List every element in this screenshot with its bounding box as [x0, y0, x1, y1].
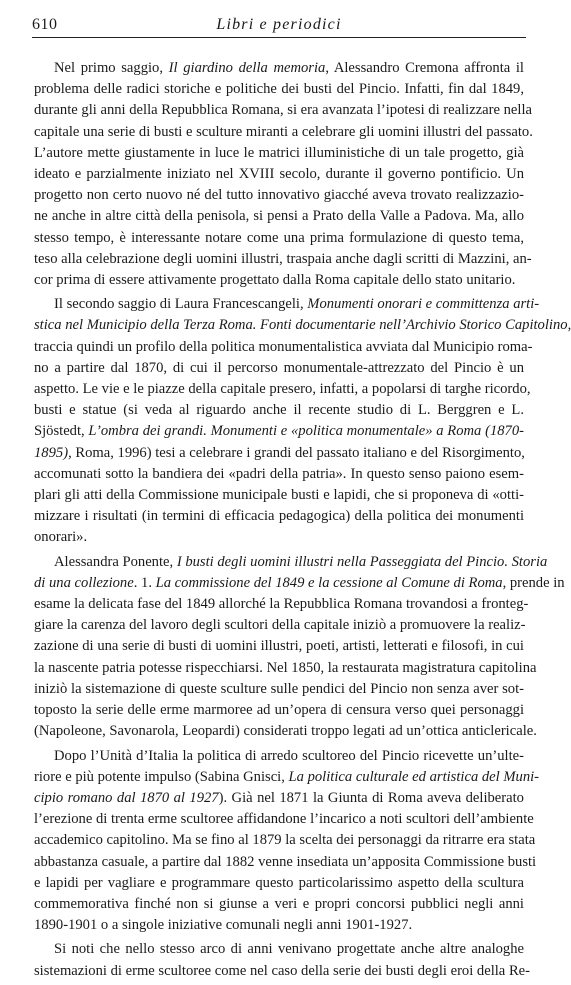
text-line	[34, 185, 524, 206]
text-line	[34, 79, 524, 100]
body-text: onorari».	[34, 529, 88, 546]
text-line	[34, 573, 565, 594]
text-line	[34, 143, 524, 164]
body-text: ne anche in altre città della penisola, si pensi a Prato della Valle a Padova. Ma, allo	[34, 208, 524, 225]
text-line	[34, 527, 524, 548]
body-text: progetto non certo nuovo né del tutto innovativo giacché aveva trovato realizzazio-	[34, 187, 524, 204]
body-text: , Roma, 1996) tesi a celebrare i grandi del passato italiano e del Risorgimento,	[68, 444, 525, 461]
text-line	[34, 700, 524, 721]
italic-title-text: La politica culturale ed artistica del Muni-	[288, 768, 540, 785]
body-text: Sjöstedt,	[34, 423, 89, 440]
body-text: Dopo l’Unità d’Italia la politica di arredo scultoreo del Pincio ricevette un’ulte-	[54, 747, 524, 764]
paragraph	[34, 58, 533, 291]
body-text: . 1.	[133, 574, 156, 591]
body-text: giare la carenza del lavoro degli scultori della capitale iniziò a promuovere la realiz-	[34, 617, 526, 634]
body-text: mizzare i risultati (in termini di efficacia pedagogica) della politica dei monumenti	[34, 508, 524, 525]
body-text: traccia quindi un profilo della politica monumentalistica avviata dal Municipio roma-	[34, 338, 533, 355]
text-line	[34, 506, 524, 527]
body-text: problema delle radici storiche e politiche dei busti del Pincio. Infatti, fin dal 1849,	[34, 81, 524, 98]
body-text: durante gli anni della Repubblica Romana, si era avanzata l’ipotesi di realizzare nella	[34, 102, 532, 119]
text-line	[34, 594, 529, 615]
text-line	[34, 315, 571, 336]
body-text: , prende in	[502, 574, 565, 591]
italic-title-text: I busti degli uomini illustri nella Passeggiata del Pincio. Storia	[176, 553, 548, 570]
italic-title-text: L’ombra dei grandi. Monumenti e «politica monumentale» a Roma (1870-	[88, 423, 524, 440]
text-line	[34, 270, 524, 291]
text-line	[34, 206, 524, 227]
body-text: la nascente patria potesse rispecchiarsi. Nel 1850, la restaurata magistratura capitolina	[34, 659, 537, 676]
text-line	[34, 228, 524, 249]
text-line	[34, 939, 524, 960]
body-text: iniziò la sistemazione di queste sculture sulle pendici del Pincio non senza aver sot-	[34, 680, 524, 697]
text-line	[34, 464, 524, 485]
text-line	[34, 767, 540, 788]
body-text: Alessandra Ponente,	[54, 553, 177, 570]
text-line	[34, 249, 532, 270]
text-line	[34, 400, 524, 421]
body-text: accomunati sotto la bandiera dei «padri della patria». In questo senso paiono esem-	[34, 465, 524, 482]
article-body	[34, 58, 571, 985]
text-line	[34, 58, 524, 79]
body-text: stesso tempo, è interessante notare come una prima formulazione di questo tema,	[34, 229, 524, 246]
text-line	[34, 615, 524, 636]
body-text: l’erezione di trenta erme scultoree affidandone l’incarico a noti scultori dell’ambiente	[34, 811, 534, 828]
text-line	[34, 873, 524, 894]
italic-title-text: 1895)	[34, 444, 69, 461]
body-text: capitale una serie di busti e sculture miranti a celebrare gli uomini illustri del passato.	[34, 123, 533, 140]
text-line	[34, 100, 532, 121]
text-line	[34, 721, 537, 742]
body-text: ideato e parzialmente iniziato nel XVIII secolo, durante il governo pontificio. Un	[34, 166, 524, 183]
text-line	[34, 830, 536, 851]
running-head: Libri e periodici	[216, 16, 342, 33]
text-line	[34, 485, 524, 506]
text-line	[34, 915, 524, 936]
text-line	[34, 746, 524, 767]
body-text: busti e statue (si veda al riguardo anche il recente studio di L. Berggren e L.	[34, 402, 524, 419]
italic-title-text: cipio romano dal 1870 al 1927	[34, 789, 219, 806]
body-text: teso alla celebrazione degli uomini illustri, traspaia anche dagli scritti di Mazzini, an-	[34, 250, 532, 267]
body-text: L’autore mette giustamente in luce le matrici illuministiche di un tale progetto, già	[34, 144, 524, 161]
text-line	[34, 421, 524, 442]
text-line	[34, 636, 524, 657]
body-text: abbastanza casuale, a partire dal 1882 venne insediata un’apposita Commissione busti	[34, 853, 537, 870]
body-text: esame la delicata fase del 1849 allorché la Repubblica Romana trovandosi a fronteg-	[34, 596, 529, 613]
body-text: sistemazioni di erme scultoree come nel caso della serie dei busti degli eroi della Re-	[34, 962, 531, 979]
paragraph	[34, 294, 571, 548]
body-text: commemorativa finché non si giunse a veri e propri concorsi pubblici negli anni	[34, 895, 524, 912]
italic-title-text: Monumenti onorari e committenza arti-	[307, 296, 540, 313]
body-text: e lapidi per vagliare e programmare questo particolarissimo aspetto della scultura	[34, 874, 524, 891]
text-line	[34, 679, 524, 700]
text-line	[34, 894, 524, 915]
body-text: toposto la serie delle erme marmoree ad un’opera di censura verso quei personaggi	[34, 702, 524, 719]
body-text: Nel primo saggio,	[54, 60, 169, 76]
paragraph	[34, 746, 540, 937]
text-line	[34, 658, 537, 679]
italic-title-text: stica nel Municipio della Terza Roma. Fonti documentarie nell’Archivio Storico Capitolino	[34, 317, 568, 334]
body-text: plari gli atti della Commissione municipale busti e lapidi, che si proponeva di «otti-	[34, 487, 524, 504]
text-line	[34, 809, 534, 830]
text-line	[34, 358, 524, 379]
header-rule	[32, 37, 526, 38]
paragraph	[34, 552, 565, 743]
body-text: Il secondo saggio di Laura Francescangeli,	[54, 296, 308, 313]
text-line	[34, 164, 524, 185]
body-text: cor prima di essere attivamente progettato dalla Roma capitale dello stato unitario.	[34, 272, 516, 289]
body-text: Si noti che nello stesso arco di anni venivano progettate anche altre analoghe	[54, 941, 524, 958]
text-line	[34, 294, 540, 315]
text-line	[34, 552, 548, 573]
body-text: aspetto. Le vie e le piazze della capitale presero, infatti, a popolarsi di targhe ricordo,	[34, 381, 531, 398]
italic-title-text: Il giardino della memoria	[168, 60, 326, 76]
text-line	[34, 961, 531, 982]
text-line	[34, 852, 537, 873]
body-text: 1890-1901 o a singole iniziative comunali negli anni 1901-1927.	[34, 917, 413, 934]
page-number: 610	[32, 16, 58, 33]
italic-title-text: La commissione del 1849 e la cessione al Comune di Roma	[155, 574, 503, 591]
paragraph	[34, 939, 531, 981]
text-line	[34, 337, 533, 358]
body-text: riore e più potente impulso (Sabina Gnisci,	[34, 768, 289, 785]
body-text: no a partire dal 1870, di cui il percorso monumentale-attrezzato del Pincio è un	[34, 359, 524, 376]
text-line	[34, 443, 524, 464]
body-text: ,	[567, 317, 571, 334]
body-text: (Napoleone, Savonarola, Leopardi) considerati troppo legati ad un’ottica anticlericale.	[34, 723, 537, 740]
page-header	[32, 14, 526, 38]
text-line	[34, 122, 533, 143]
text-line	[34, 788, 524, 809]
body-text: , Alessandro Cremona affronta il	[325, 60, 524, 76]
body-text: ). Già nel 1871 la Giunta di Roma aveva deliberato	[218, 789, 524, 806]
text-line	[34, 379, 531, 400]
body-text: zazione di una serie di busti di uomini illustri, poeti, artisti, letterati e filosofi, in cui	[34, 638, 524, 655]
body-text: accademico capitolino. Ma se fino al 1879 la scelta dei personaggi da ritrarre era stata	[34, 832, 536, 849]
italic-title-text: di una collezione	[34, 574, 134, 591]
